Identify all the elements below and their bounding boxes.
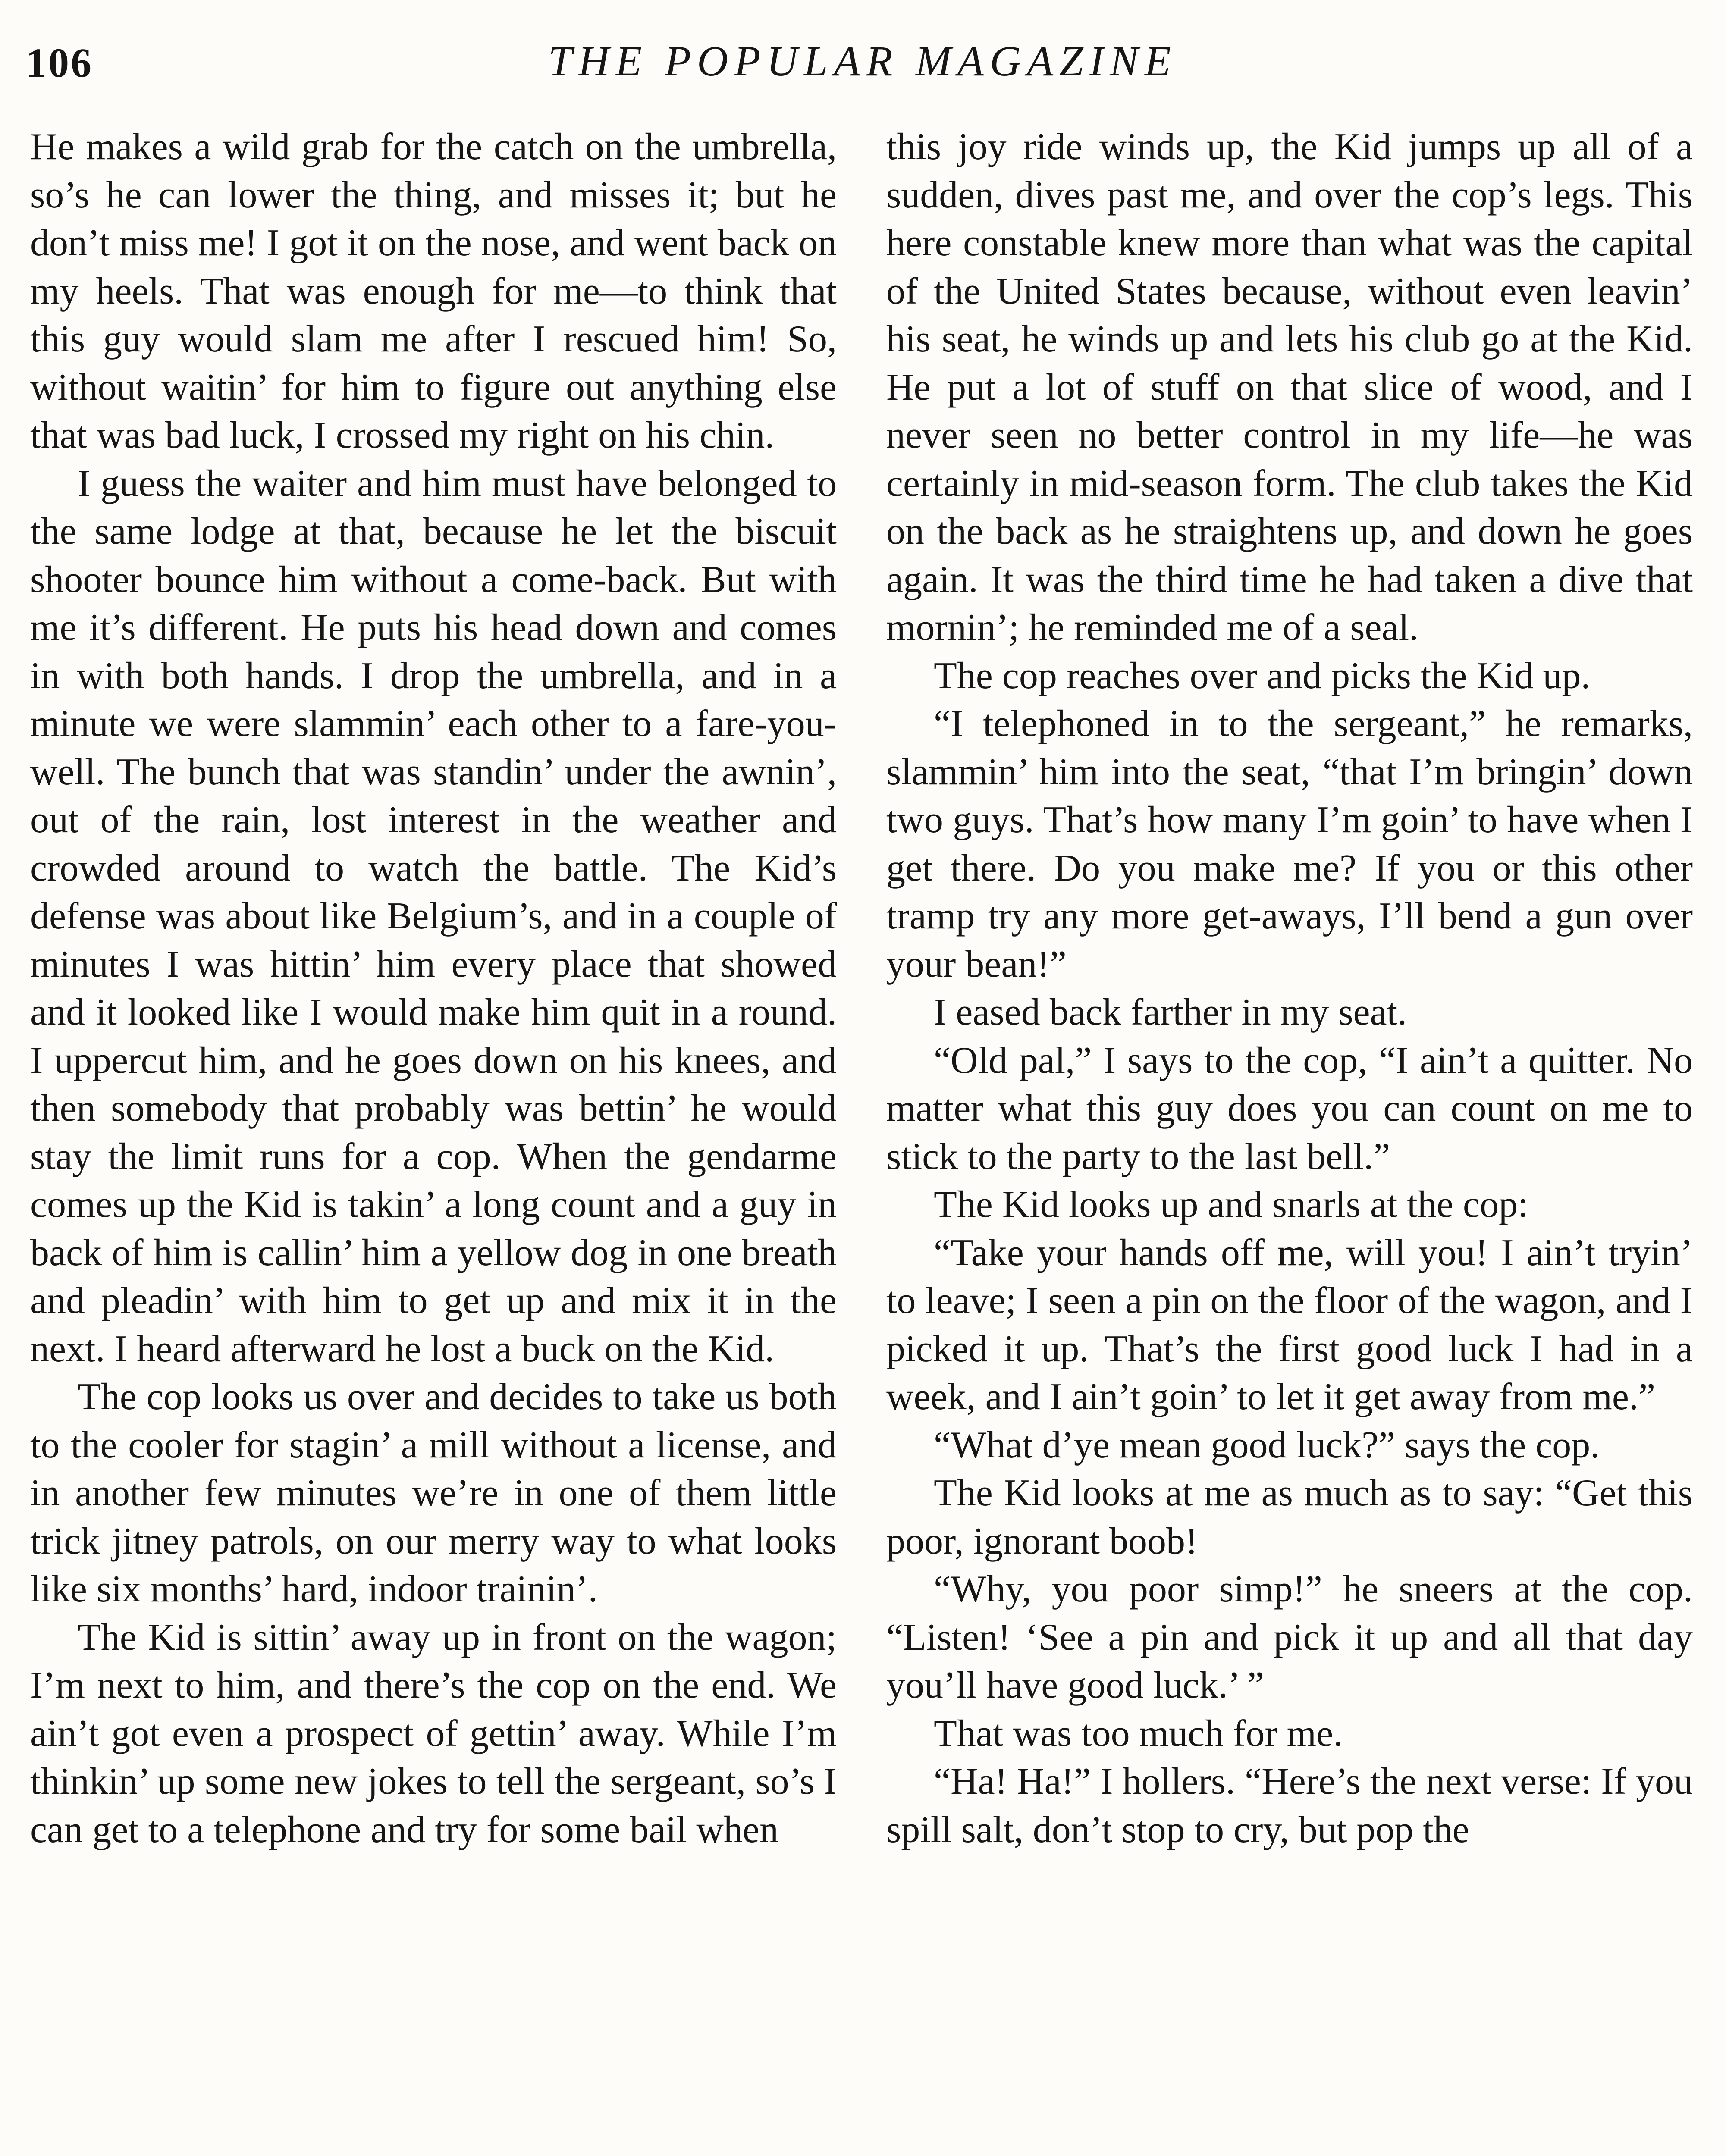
left-column (30, 123, 837, 2156)
paragraph: “Take your hands off me, will you! I ain’t tryin’ to leave; I seen a pin on the floor of the wagon, and I picked it up. That’s the first good luck I had in a week, and I ain’t goin’ to let it get away from me.” (886, 1232, 1693, 1418)
paragraph: He makes a wild grab for the catch on the umbrella, so’s he can lower the thing, and misses it; but he don’t miss me! I got it on the nose, and went back on my heels. That was enough for me—to think that this guy would slam me after I rescued him! So, without waitin’ for him to figure out anything else that was bad luck, I crossed my right on his chin. (30, 126, 837, 456)
paragraph: The Kid looks up and snarls at the cop: (934, 1184, 1528, 1225)
paragraph: this joy ride winds up, the Kid jumps up all of a sudden, dives past me, and over the cop’s legs. This here constable knew more than what was the capital of the United States because, without even leavin’ his seat, he winds up and lets his club go at the Kid. He put a lot of stuff on that slice of wood, and I never seen no better control in my life—he was certainly in mid-season form. The club takes the Kid on the back as he straightens up, and down he goes again. It was the third time he had taken a dive that mornin’; he reminded me of a seal. (886, 126, 1693, 649)
page-header (26, 26, 1699, 103)
paragraph: The Kid looks at me as much as to say: “Get this poor, ignorant boob! (886, 1472, 1693, 1562)
paragraph: “Ha! Ha!” I hollers. “Here’s the next verse: If you spill salt, don’t stop to cry, but pop the (886, 1761, 1693, 1851)
paragraph: I guess the waiter and him must have belonged to the same lodge at that, because he let the biscuit shooter bounce him without a come-back. But with me it’s different. He puts his head down and comes in with both hands. I drop the umbrella, and in a minute we were slammin’ each other to a fare-you-well. The bunch that was standin’ under the awnin’, out of the rain, lost interest in the weather and crowded around to watch the battle. The Kid’s defense was about like Belgium’s, and in a couple of minutes I was hittin’ him every place that showed and it looked like I would make him quit in a round. I uppercut him, and he goes down on his knees, and then somebody that probably was bettin’ he would stay the limit runs for a cop. When the gendarme comes up the Kid is takin’ a long count and a guy in back of him is callin’ him a yellow dog in one breath and pleadin’ with him to get up and mix it in the next. I heard afterward he lost a buck on the Kid. (30, 462, 837, 1370)
running-title: THE POPULAR MAGAZINE (548, 37, 1177, 85)
right-column (886, 123, 1693, 2156)
paragraph: “Why, you poor simp!” he sneers at the cop. “Listen! ‘See a pin and pick it up and all that day you’ll have good luck.’ ” (886, 1568, 1693, 1706)
paragraph: That was too much for me. (934, 1712, 1343, 1755)
paragraph: “Old pal,” I says to the cop, “I ain’t a quitter. No matter what this guy does you can count on me to stick to the party to the last bell.” (886, 1039, 1693, 1178)
paragraph: “What d’ye mean good luck?” says the cop. (934, 1424, 1600, 1466)
paragraph: The Kid is sittin’ away up in front on the wagon; I’m next to him, and there’s the cop on the end. We ain’t got even a prospect of gettin’ away. While I’m thinkin’ up some new jokes to tell the sergeant, so’s I can get to a telephone and try for some bail when (30, 1616, 837, 1851)
paragraph: I eased back farther in my seat. (934, 991, 1407, 1033)
paragraph: The cop reaches over and picks the Kid up. (934, 655, 1591, 697)
paragraph: The cop looks us over and decides to take us both to the cooler for stagin’ a mill without a license, and in another few minutes we’re in one of them little trick jitney patrols, on our merry way to what looks like six months’ hard, indoor trainin’. (30, 1376, 837, 1610)
page-number: 106 (26, 40, 93, 86)
paragraph: “I telephoned in to the sergeant,” he remarks, slammin’ him into the seat, “that I’m bringin’ down two guys. That’s how many I’m goin’ to have when I get there. Do you make me? If you or this other tramp try any more get-aways, I’ll bend a gun over your bean!” (886, 703, 1693, 985)
